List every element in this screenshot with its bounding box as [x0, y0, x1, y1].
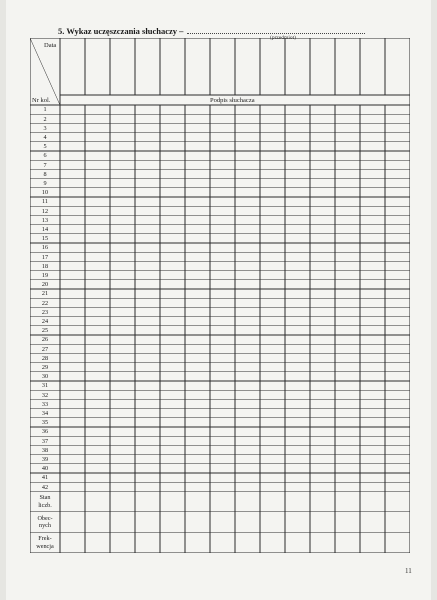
row-number: 5 — [43, 143, 47, 151]
summary-row-label — [30, 535, 60, 550]
page-edge-left — [0, 0, 6, 600]
row-number: 15 — [41, 235, 49, 243]
row-number: 7 — [43, 161, 47, 169]
row-number: 34 — [41, 409, 49, 417]
row-number: 13 — [41, 216, 49, 224]
summary-label-line1: Obec- — [37, 514, 53, 522]
row-number: 4 — [43, 133, 47, 141]
header-date-label: Data — [44, 42, 57, 49]
row-number: 23 — [41, 308, 49, 316]
row-number: 37 — [41, 437, 49, 445]
subject-note: (przedmiot) — [270, 35, 296, 41]
row-number: 42 — [41, 483, 49, 491]
row-number: 20 — [41, 281, 49, 289]
section-heading — [58, 26, 365, 36]
summary-row-label — [30, 515, 60, 530]
row-number: 26 — [41, 336, 49, 344]
attendance-table — [30, 38, 410, 559]
row-number: 19 — [41, 271, 49, 279]
row-number: 31 — [41, 382, 49, 390]
subject-fill-line — [187, 27, 365, 34]
row-number: 36 — [41, 428, 49, 436]
row-number: 1 — [43, 106, 47, 114]
row-number: 3 — [43, 124, 47, 132]
row-number: 35 — [41, 419, 49, 427]
row-number: 33 — [41, 400, 49, 408]
summary-label-line1: Stan — [39, 494, 51, 502]
row-number: 21 — [41, 290, 49, 298]
row-number: 41 — [41, 474, 49, 482]
page-number: 11 — [405, 567, 412, 575]
row-number: 11 — [42, 198, 48, 206]
summary-label-line2: nych — [38, 522, 52, 530]
row-number: 29 — [41, 363, 49, 371]
row-number: 16 — [41, 244, 49, 252]
row-number: 6 — [43, 152, 47, 160]
header-number-label: Nr kol. — [32, 97, 51, 104]
row-number: 30 — [41, 373, 49, 381]
row-number: 25 — [41, 327, 49, 335]
page-edge-right — [431, 0, 437, 600]
row-number: 40 — [41, 465, 49, 473]
row-number: 18 — [41, 262, 49, 270]
row-number: 10 — [41, 189, 49, 197]
row-number: 38 — [41, 446, 49, 454]
summary-label-line1: Frek- — [38, 535, 52, 543]
section-title: 5. Wykaz uczęszczania słuchaczy – — [58, 26, 184, 36]
row-number: 8 — [43, 170, 47, 178]
row-number: 39 — [41, 455, 49, 463]
row-number: 24 — [41, 317, 49, 325]
row-number: 22 — [41, 299, 49, 307]
header-signature-label: Podpis słuchacza — [210, 97, 255, 104]
table-grid-lines — [30, 38, 410, 554]
summary-label-line2: liczb. — [38, 501, 52, 509]
row-number: 17 — [41, 253, 49, 261]
summary-row-label — [30, 494, 60, 509]
row-number: 27 — [41, 345, 49, 353]
row-number: 14 — [41, 225, 49, 233]
row-number: 28 — [41, 354, 49, 362]
summary-label-line2: wencja — [36, 542, 54, 550]
row-number: 12 — [41, 207, 49, 215]
row-number: 2 — [43, 115, 47, 123]
row-number: 9 — [43, 179, 47, 187]
row-number: 32 — [41, 391, 49, 399]
